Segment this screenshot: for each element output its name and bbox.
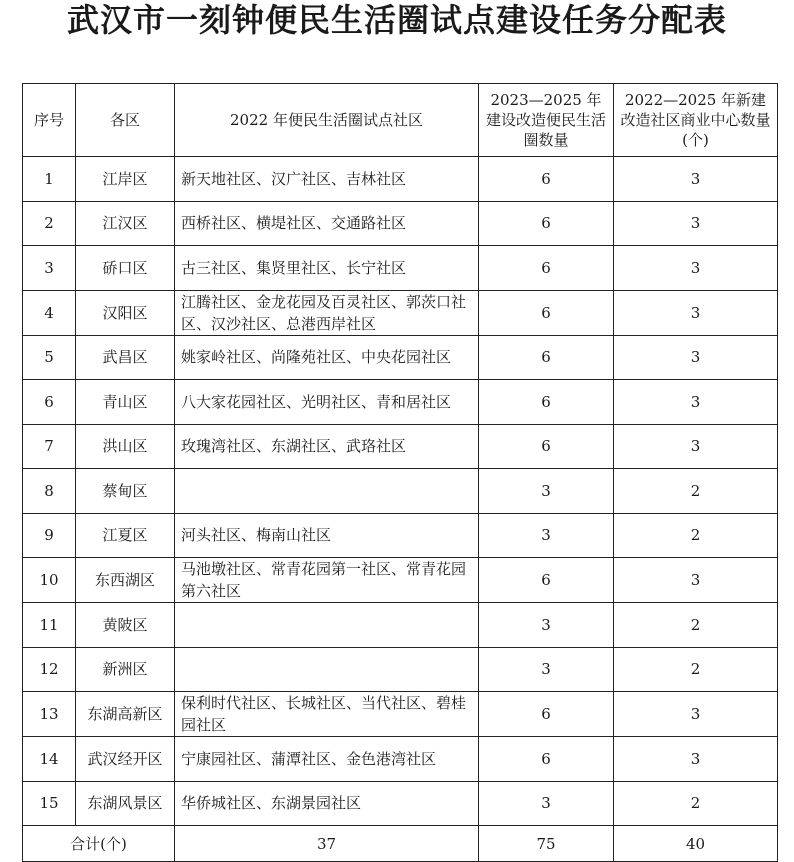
allocation-table [22,83,778,862]
total-communities: 37 [175,826,479,862]
cell-communities: 马池墩社区、常青花园第一社区、常青花园第六社区 [175,558,479,603]
table-row [23,692,778,737]
table-row [23,647,778,692]
cell-seq: 13 [23,692,76,737]
table-row [23,424,778,469]
cell-communities: 江腾社区、金龙花园及百灵社区、郭茨口社区、汉沙社区、总港西岸社区 [175,290,479,335]
cell-district: 黄陂区 [76,603,175,648]
cell-centers: 3 [614,290,778,335]
cell-centers: 3 [614,157,778,202]
total-centers: 40 [614,826,778,862]
cell-district: 武昌区 [76,335,175,380]
cell-communities [175,647,479,692]
cell-centers: 3 [614,246,778,291]
total-label: 合计(个) [23,826,175,862]
cell-seq: 8 [23,469,76,514]
cell-centers: 3 [614,335,778,380]
cell-circles: 6 [479,424,614,469]
cell-seq: 6 [23,380,76,425]
cell-seq: 3 [23,246,76,291]
cell-district: 洪山区 [76,424,175,469]
table-row [23,380,778,425]
cell-centers: 2 [614,469,778,514]
cell-seq: 5 [23,335,76,380]
cell-seq: 7 [23,424,76,469]
cell-district: 武汉经开区 [76,737,175,782]
page-title: 武汉市一刻钟便民生活圈试点建设任务分配表 [66,1,727,39]
cell-district: 硚口区 [76,246,175,291]
table-row [23,469,778,514]
cell-seq: 10 [23,558,76,603]
cell-circles: 6 [479,692,614,737]
cell-circles: 6 [479,246,614,291]
header-district: 各区 [76,84,175,157]
total-row [23,826,778,862]
cell-district: 江夏区 [76,513,175,558]
header-centers: 2022—2025 年新建改造社区商业中心数量(个) [614,84,778,157]
cell-communities: 姚家岭社区、尚隆苑社区、中央花园社区 [175,335,479,380]
cell-centers: 2 [614,647,778,692]
cell-seq: 12 [23,647,76,692]
cell-centers: 3 [614,201,778,246]
table-body [23,157,778,826]
cell-district: 东湖高新区 [76,692,175,737]
cell-seq: 1 [23,157,76,202]
cell-communities: 西桥社区、横堤社区、交通路社区 [175,201,479,246]
cell-circles: 3 [479,647,614,692]
cell-communities [175,469,479,514]
cell-seq: 11 [23,603,76,648]
cell-communities: 新天地社区、汉广社区、吉林社区 [175,157,479,202]
cell-district: 东西湖区 [76,558,175,603]
cell-circles: 6 [479,380,614,425]
cell-communities: 玫瑰湾社区、东湖社区、武珞社区 [175,424,479,469]
cell-seq: 9 [23,513,76,558]
cell-seq: 4 [23,290,76,335]
table-row [23,558,778,603]
cell-circles: 6 [479,290,614,335]
cell-communities: 河头社区、梅南山社区 [175,513,479,558]
cell-seq: 14 [23,737,76,782]
cell-centers: 2 [614,513,778,558]
cell-circles: 3 [479,469,614,514]
cell-circles: 6 [479,201,614,246]
cell-circles: 3 [479,781,614,826]
header-circles: 2023—2025 年建设改造便民生活圈数量 [479,84,614,157]
cell-centers: 3 [614,424,778,469]
cell-communities: 华侨城社区、东湖景园社区 [175,781,479,826]
table-row [23,737,778,782]
cell-centers: 3 [614,558,778,603]
cell-communities: 保利时代社区、长城社区、当代社区、碧桂园社区 [175,692,479,737]
cell-communities: 宁康园社区、蒲潭社区、金色港湾社区 [175,737,479,782]
cell-circles: 3 [479,513,614,558]
table-row [23,513,778,558]
cell-district: 江汉区 [76,201,175,246]
cell-circles: 6 [479,737,614,782]
table-row [23,246,778,291]
cell-centers: 2 [614,603,778,648]
cell-communities: 八大家花园社区、光明社区、青和居社区 [175,380,479,425]
cell-communities [175,603,479,648]
table-header-row [23,84,778,157]
header-seq: 序号 [23,84,76,157]
cell-district: 江岸区 [76,157,175,202]
table-row [23,201,778,246]
table-row [23,603,778,648]
cell-circles: 6 [479,335,614,380]
cell-district: 汉阳区 [76,290,175,335]
table-row [23,290,778,335]
cell-centers: 2 [614,781,778,826]
table-row [23,335,778,380]
cell-circles: 6 [479,157,614,202]
cell-circles: 6 [479,558,614,603]
cell-seq: 15 [23,781,76,826]
cell-circles: 3 [479,603,614,648]
cell-seq: 2 [23,201,76,246]
cell-district: 蔡甸区 [76,469,175,514]
cell-district: 新洲区 [76,647,175,692]
cell-centers: 3 [614,692,778,737]
cell-centers: 3 [614,380,778,425]
cell-district: 东湖风景区 [76,781,175,826]
cell-centers: 3 [614,737,778,782]
table-row [23,157,778,202]
table-row [23,781,778,826]
cell-communities: 古三社区、集贤里社区、长宁社区 [175,246,479,291]
cell-district: 青山区 [76,380,175,425]
header-communities: 2022 年便民生活圈试点社区 [175,84,479,157]
total-circles: 75 [479,826,614,862]
